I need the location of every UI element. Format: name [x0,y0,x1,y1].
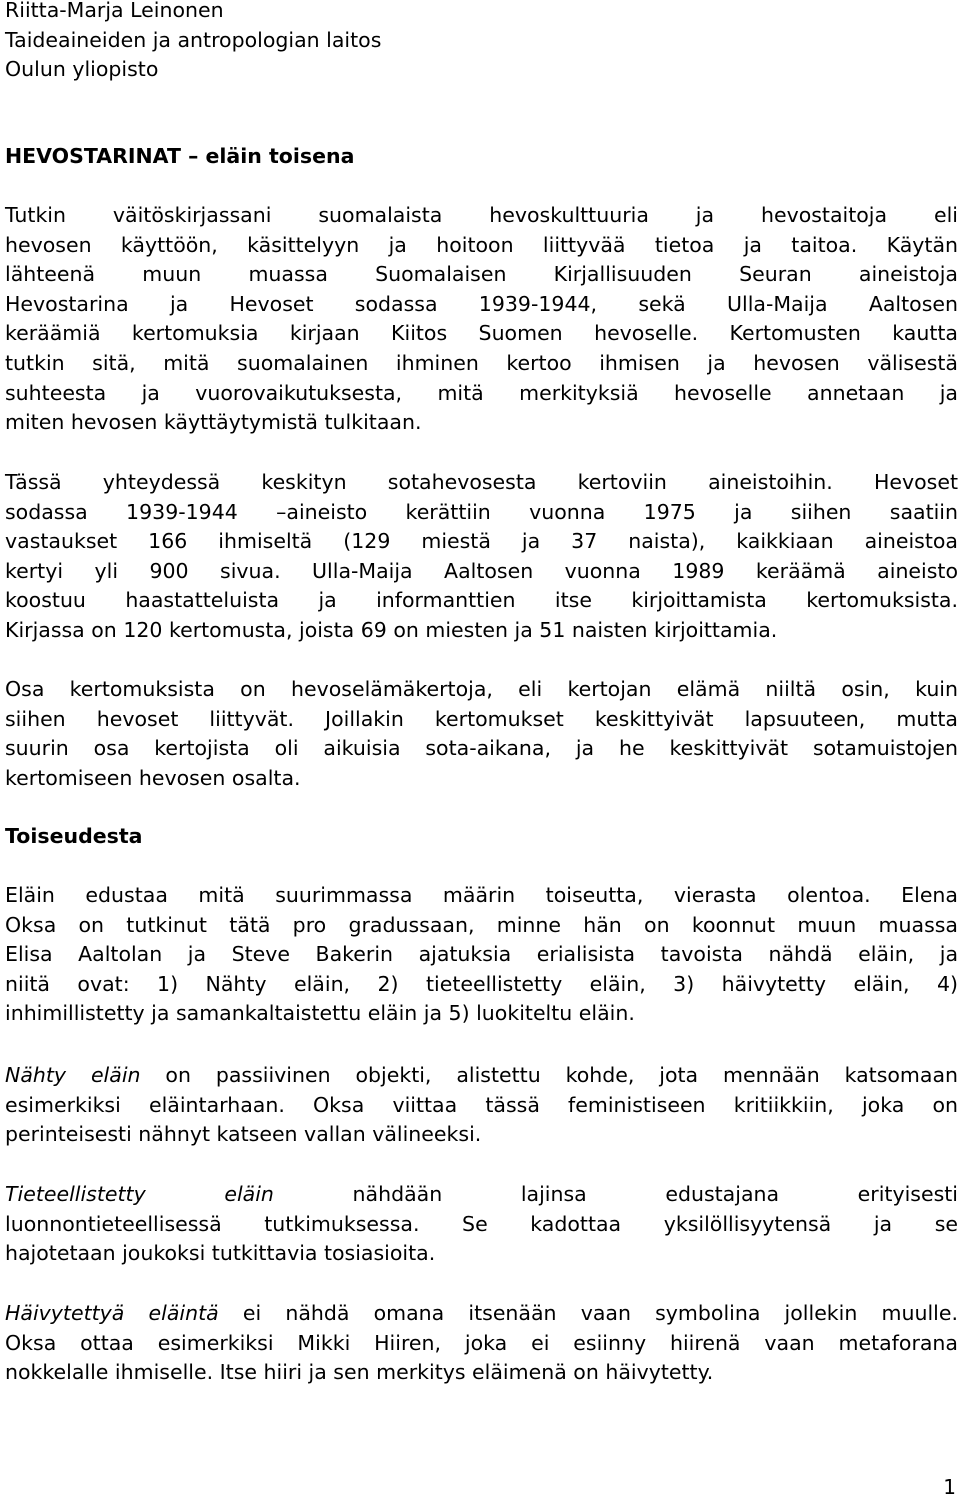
paragraph-line: vastaukset 166 ihmiseltä (129 miestä ja 37 naista), kaikkiaan aineistoa [5,529,958,554]
paragraph-line: Eläin edustaa mitä suurimmassa määrin toiseutta, vierasta olentoa. Elena [5,883,958,907]
paragraph-line: Hevostarina ja Hevoset sodassa 1939-1944, sekä Ulla-Maija Aaltosen [5,291,958,316]
paragraph-line: suhteesta ja vuorovaikutuksesta, mitä merkityksiä hevoselle annetaan ja [5,380,958,405]
paragraph-line: miten hevosen käyttäytymistä tulkitaan. [5,410,422,435]
paragraph-line: tutkin sitä, mitä suomalainen ihminen kertoo ihmisen ja hevosen välisestä [5,350,958,375]
paragraph-line [5,1061,958,1091]
paragraph-line: hevosen käyttöön, käsittelyyn ja hoitoon liittyvää tietoa ja taitoa. Käytän [5,232,958,257]
paragraph-line: Kirjassa on 120 kertomusta, joista 69 on miesten ja 51 naisten kirjoittamia. [5,617,778,642]
paragraph-faded-animal [5,1299,958,1388]
paragraph-line: kertyi yli 900 sivua. Ulla-Maija Aaltosen vuonna 1989 keräämä aineisto [5,558,958,583]
paragraph-introduction [5,201,958,438]
paragraph-line: siihen hevoset liittyvät. Joillakin kertomukset keskittyivät lapsuuteen, mutta [5,706,958,731]
paragraph-line: inhimillistetty ja samankaltaistettu eläin ja 5) luokiteltu eläin. [5,1001,635,1026]
university-name: Oulun yliopisto [5,57,159,82]
line-text: ei nähdä omana itsenään vaan symbolina jollekin muulle. [218,1301,959,1325]
paragraph-line: perinteisesti nähnyt katseen vallan välineeksi. [5,1122,482,1147]
page-number: 1 [943,1475,956,1499]
paragraph-line [5,1299,958,1329]
paragraph-line: kertomiseen hevosen osalta. [5,765,301,790]
paragraph-line: Elisa Aaltolan ja Steve Bakerin ajatuksia erialisista tavoista nähdä eläin, ja [5,942,958,967]
paragraph-line: nokkelalle ihmiselle. Itse hiiri ja sen merkitys eläimenä on häivytetty. [5,1360,714,1385]
paragraph-line: Oksa ottaa esimerkiksi Mikki Hiiren, joka ei esiinny hiirenä vaan metaforana [5,1330,958,1355]
paragraph-seen-animal [5,1061,958,1150]
paragraph-line: Oksa on tutkinut tätä pro gradussaan, minne hän on koonnut muun muassa [5,912,958,937]
paragraph-biographies [5,675,958,793]
document-title: HEVOSTARINAT – eläin toisena [5,144,355,168]
paragraph-scientific-animal [5,1180,958,1269]
term-seen-animal: Nähty eläin [5,1063,141,1087]
author-header [5,0,381,85]
author-name: Riitta-Marja Leinonen [5,0,224,22]
paragraph-line: suurin osa kertojista oli aikuisia sota-aikana, ja he keskittyivät sotamuistojen [5,736,958,761]
department-name: Taideaineiden ja antropologian laitos [5,27,382,52]
paragraph-line: lähteenä muun muassa Suomalaisen Kirjallisuuden Seuran aineistoja [5,262,958,287]
term-scientific-animal: Tieteellistetty eläin [5,1182,274,1206]
paragraph-line: Osa kertomuksista on hevoselämäkertoja, eli kertojan elämä niiltä osin, kuin [5,677,958,701]
paragraph-line: Tässä yhteydessä keskityn sotahevosesta kertoviin aineistoihin. Hevoset [5,470,958,494]
paragraph-line [5,1180,958,1210]
paragraph-line: niitä ovat: 1) Nähty eläin, 2) tieteellistetty eläin, 3) häivytetty eläin, 4) [5,971,958,996]
paragraph-line: luonnontieteellisessä tutkimuksessa. Se kadottaa yksilöllisyytensä ja se [5,1211,958,1236]
paragraph-line: hajotetaan joukoksi tutkittavia tosiasioita. [5,1241,436,1266]
line-text: on passiivinen objekti, alistettu kohde, jota mennään katsomaan [140,1063,959,1087]
paragraph-line: keräämiä kertomuksia kirjaan Kiitos Suomen hevoselle. Kertomusten kautta [5,321,958,346]
paragraph-line: sodassa 1939-1944 –aineisto kerättiin vuonna 1975 ja siihen saatiin [5,499,958,524]
paragraph-otherness [5,881,958,1029]
line-text: nähdään lajinsa edustajana erityisesti [273,1182,958,1206]
paragraph-sources [5,468,958,646]
term-faded-animal: Häivytettyä eläintä [5,1301,219,1325]
paragraph-line: koostuu haastatteluista ja informanttien itse kirjoittamista kertomuksista. [5,588,958,613]
paragraph-line: Tutkin väitöskirjassani suomalaista hevoskulttuuria ja hevostaitoja eli [5,203,958,227]
paragraph-line: esimerkiksi eläintarhaan. Oksa viittaa tässä feministiseen kritiikkiin, joka on [5,1092,958,1117]
section-heading: Toiseudesta [5,824,143,848]
